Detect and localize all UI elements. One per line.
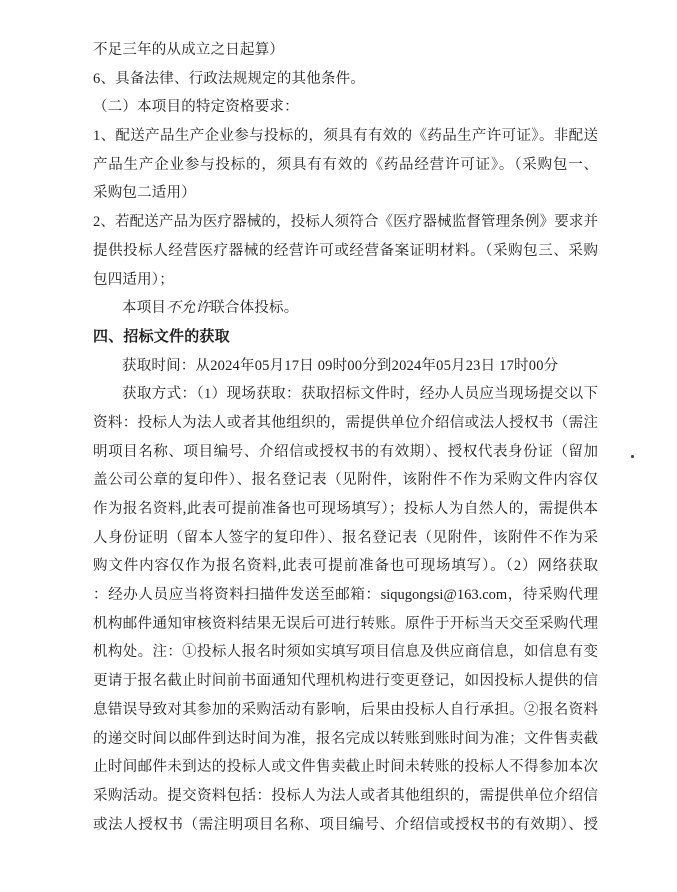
scan-artifact-dot [631,455,634,458]
doc-text: 息错误导致对其参加的采购活动有影响，后果由投标人自行承担。②报名资料 [93,701,598,718]
doc-line-17 [93,495,598,524]
doc-line-23 [93,667,598,696]
doc-line-18 [93,524,598,553]
doc-text: 联合体投标。 [210,300,299,317]
doc-text: 止时间邮件未到达的投标人或文件售卖截止时间未转账的投标人不得参加本次 [93,759,598,776]
doc-line-5 [93,151,598,180]
doc-line-12 [93,352,598,381]
doc-line-25 [93,725,598,754]
doc-line-4 [93,122,598,151]
doc-text: 明项目名称、项目编号、介绍信或授权书的有效期）、授权代表身份证（留加 [93,443,598,460]
doc-text: 更请于报名截止时间前书面通知代理机构进行变更登记，如因投标人提供的信 [93,673,598,690]
document-lines [93,36,598,839]
doc-italic-text: 不允许 [166,300,211,317]
doc-line-14 [93,409,598,438]
doc-text: 人身份证明（留本人签字的复印件）、报名登记表（见附件，该附件不作为采 [93,529,598,546]
doc-line-22 [93,638,598,667]
doc-line-6 [93,179,598,208]
doc-text: 四、招标文件的获取 [93,328,230,345]
doc-text: 产品生产企业参与投标的，须具有有效的《药品经营许可证》。（采购包一、 [93,156,598,173]
doc-line-10 [93,294,598,323]
doc-line-9 [93,266,598,295]
doc-line-2 [93,65,598,94]
doc-line-15 [93,438,598,467]
doc-text: 获取方式：（1）现场获取：获取招标文件时，经办人员应当现场提交以下 [122,386,598,403]
doc-text: 或法人授权书（需注明项目名称、项目编号、介绍信或授权书的有效期）、授 [93,816,598,833]
doc-line-20 [93,581,598,610]
doc-line-28 [93,811,598,840]
doc-text: 2、若配送产品为医疗器械的，投标人须符合《医疗器械监督管理条例》要求并 [93,214,598,231]
doc-text: 机构邮件通知审核资料结果无误后可进行转账。原件于开标当天交至采购代理 [93,615,598,632]
doc-text: 作为报名资料,此表可提前准备也可现场填写）；投标人为自然人的，需提供本 [93,501,598,517]
doc-text: 机构处。注：①投标人报名时须如实填写项目信息及供应商信息，如信息有变 [93,644,598,661]
doc-line-8 [93,237,598,266]
doc-text: 包四适用）； [93,271,174,288]
doc-line-7 [93,208,598,237]
doc-line-3 [93,93,598,122]
doc-text: 1、配送产品生产企业参与投标的，须具有有效的《药品生产许可证》。非配送 [93,128,598,145]
doc-line-26 [93,753,598,782]
doc-line-1 [93,36,598,65]
doc-text: 获取时间：从2024年05月17日 09时00分到2024年05月23日 17时00分 [122,357,559,374]
doc-text: 提供投标人经营医疗器械的经营许可或经营备案证明材料。（采购包三、采购 [93,242,598,259]
doc-text: 6、具备法律、行政法规规定的其他条件。 [93,70,366,87]
doc-line-19 [93,552,598,581]
doc-text: （二）本项目的特定资格要求： [93,99,299,116]
doc-text: 本项目 [122,300,167,317]
doc-text: 购文件内容仅作为报名资料,此表可提前准备也可现场填写）。（2）网络获取 [93,558,598,575]
doc-text: 不足三年的从成立之日起算） [93,42,285,58]
doc-text: 采购活动。提交资料包括：投标人为法人或者其他组织的，需提供单位介绍信 [93,787,598,804]
doc-line-27 [93,782,598,811]
doc-line-21 [93,610,598,639]
doc-text: ：经办人员应当将资料扫描件发送至邮箱：siqugongsi@163.com，待采购代理 [93,587,598,604]
doc-line-13 [93,380,598,409]
doc-line-11 [93,323,598,352]
doc-text: 盖公司公章的复印件）、报名登记表（见附件，该附件不作为采购文件内容仅 [93,472,598,489]
doc-text: 采购包二适用） [93,185,196,202]
doc-line-16 [93,466,598,495]
doc-text: 资料：投标人为法人或者其他组织的，需提供单位介绍信或法人授权书（需注 [93,414,598,431]
doc-text: 的递交时间以邮件到达时间为准，报名完成以转账到账时间为准；文件售卖截 [93,730,598,747]
doc-line-24 [93,696,598,725]
